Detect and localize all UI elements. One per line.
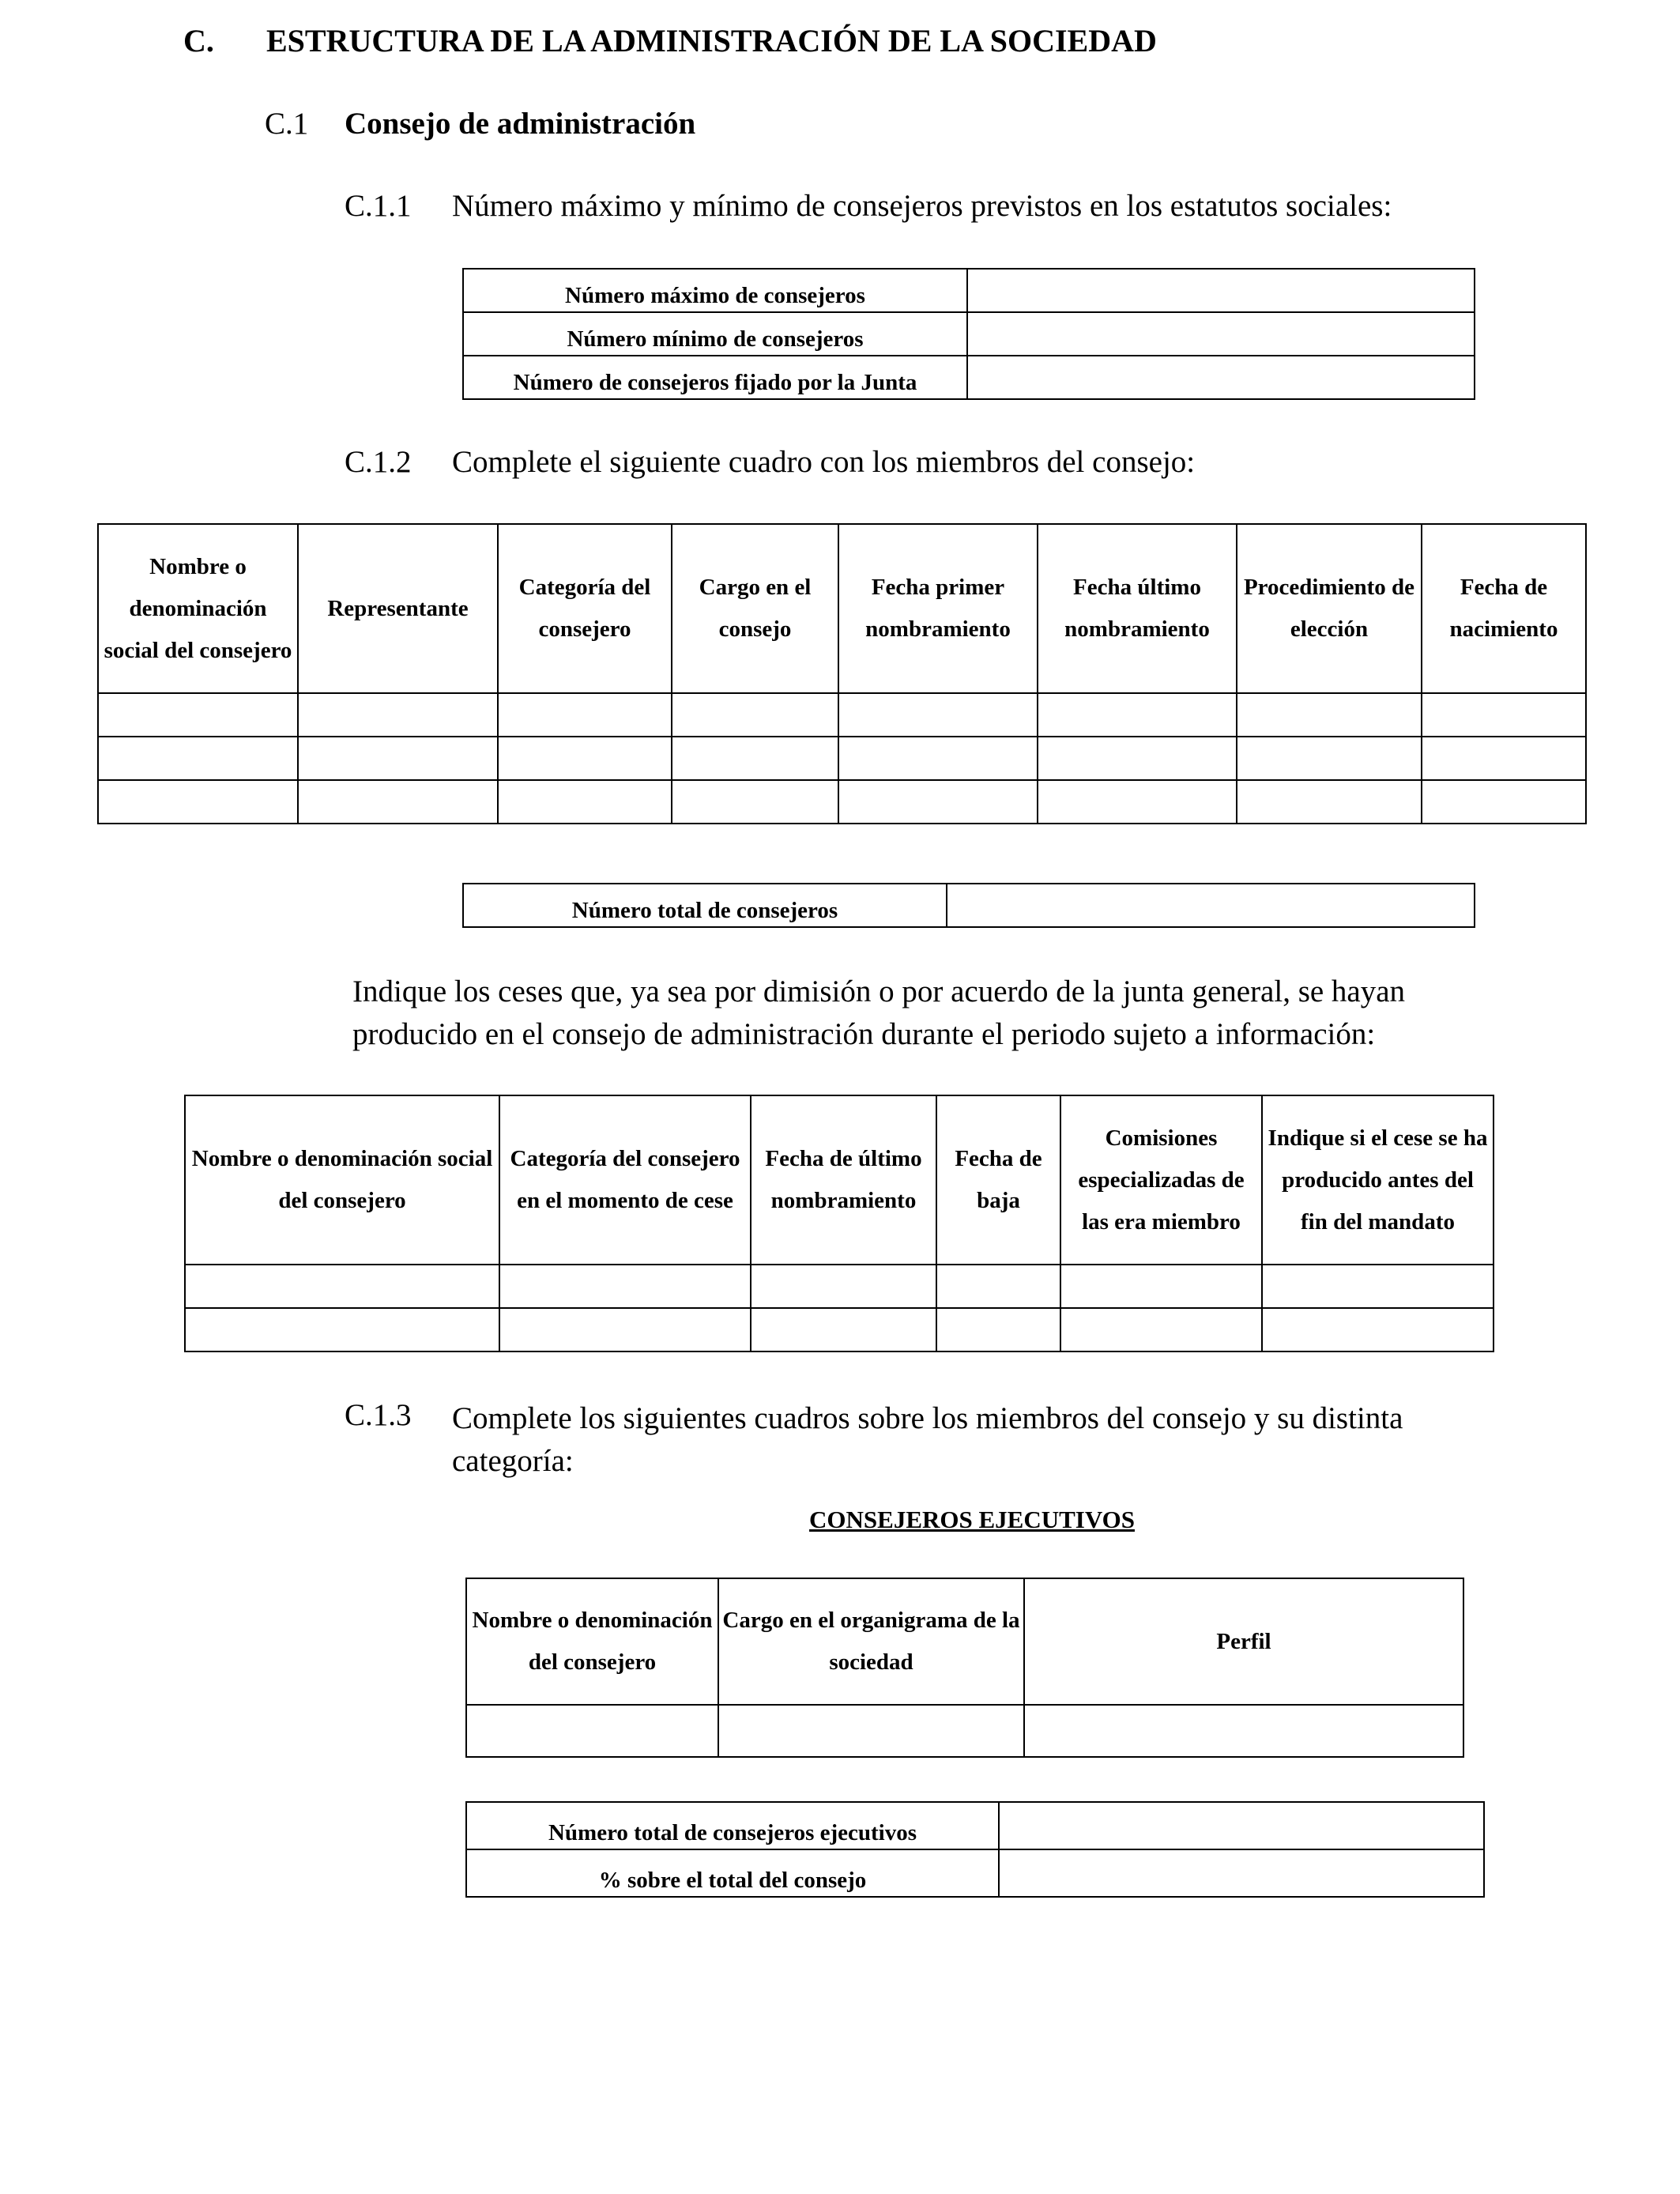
column-header: Fecha primer nombramiento	[838, 524, 1038, 693]
column-header: Cargo en el organigrama de la sociedad	[718, 1578, 1024, 1705]
table-header-row	[185, 1095, 1494, 1265]
table-cell[interactable]	[1024, 1705, 1463, 1757]
c11-value-cell[interactable]	[967, 269, 1475, 312]
table-cell[interactable]	[936, 1265, 1060, 1308]
table-cell[interactable]	[1422, 693, 1586, 737]
table-cell[interactable]	[1422, 737, 1586, 780]
table-cell[interactable]	[185, 1308, 499, 1351]
summary-value-cell[interactable]	[999, 1802, 1484, 1849]
table-cell[interactable]	[838, 780, 1038, 824]
table-cell[interactable]	[1237, 780, 1422, 824]
ceses-paragraph: Indique los ceses que, ya sea por dimisión o por acuerdo de la junta general, se hayan producido en el consejo de administración durante el periodo sujeto a información:	[352, 974, 1406, 1051]
table-cell[interactable]	[1038, 737, 1237, 780]
table-row	[463, 269, 1475, 312]
column-header: Cargo en el consejo	[672, 524, 838, 693]
table-cell[interactable]	[1237, 737, 1422, 780]
table-row	[463, 884, 1475, 927]
table-cell[interactable]	[498, 693, 672, 737]
table-cell[interactable]	[1262, 1308, 1494, 1351]
table-cell[interactable]	[1237, 693, 1422, 737]
table-cell[interactable]	[1038, 693, 1237, 737]
table-row	[466, 1802, 1484, 1849]
table-cell[interactable]	[672, 737, 838, 780]
column-header: Procedimiento de elección	[1237, 524, 1422, 693]
column-header: Fecha de nacimiento	[1422, 524, 1586, 693]
table-cell[interactable]	[751, 1265, 936, 1308]
c11-row-label: Número máximo de consejeros	[463, 269, 967, 312]
executive-directors-table	[465, 1578, 1464, 1758]
table-cell[interactable]	[1060, 1308, 1262, 1351]
table-row	[466, 1705, 1463, 1757]
table-cell[interactable]	[298, 780, 498, 824]
table-row	[98, 693, 1586, 737]
table-cell[interactable]	[672, 693, 838, 737]
table-cell[interactable]	[838, 737, 1038, 780]
c11-row-label: Número de consejeros fijado por la Junta	[463, 356, 967, 399]
c1-title: Consejo de administración	[345, 107, 696, 141]
table-header-row	[466, 1578, 1463, 1705]
c11-row-label: Número mínimo de consejeros	[463, 312, 967, 356]
column-header: Nombre o denominación del consejero	[466, 1578, 718, 1705]
column-header: Comisiones especializadas de las era miembro	[1060, 1095, 1262, 1265]
c1-number: C.1	[265, 107, 309, 141]
c12-members-table	[97, 523, 1587, 824]
executive-summary-table	[465, 1801, 1485, 1898]
table-cell[interactable]	[298, 737, 498, 780]
c12-text: Complete el siguiente cuadro con los miembros del consejo:	[452, 445, 1196, 479]
column-header: Fecha de último nombramiento	[751, 1095, 936, 1265]
table-row	[98, 780, 1586, 824]
c11-value-cell[interactable]	[967, 356, 1475, 399]
table-cell[interactable]	[1422, 780, 1586, 824]
table-cell[interactable]	[98, 780, 298, 824]
table-cell[interactable]	[718, 1705, 1024, 1757]
executive-directors-title: CONSEJEROS EJECUTIVOS	[809, 1506, 1135, 1533]
column-header: Categoría del consejero en el momento de cese	[499, 1095, 751, 1265]
table-row	[185, 1265, 1494, 1308]
column-header: Fecha último nombramiento	[1038, 524, 1237, 693]
summary-row-label: % sobre el total del consejo	[466, 1849, 999, 1897]
ceses-table	[184, 1095, 1494, 1352]
table-cell[interactable]	[98, 737, 298, 780]
c11-number: C.1.1	[345, 189, 412, 223]
table-row	[463, 356, 1475, 399]
c12-total-table	[462, 883, 1475, 928]
table-cell[interactable]	[499, 1265, 751, 1308]
table-row	[98, 737, 1586, 780]
column-header: Nombre o denominación social del consejero	[185, 1095, 499, 1265]
section-number: C.	[183, 23, 214, 58]
table-cell[interactable]	[185, 1265, 499, 1308]
table-cell[interactable]	[1262, 1265, 1494, 1308]
c11-table	[462, 268, 1475, 400]
table-cell[interactable]	[499, 1308, 751, 1351]
column-header: Nombre o denominación social del consejero	[98, 524, 298, 693]
table-cell[interactable]	[672, 780, 838, 824]
c11-text: Número máximo y mínimo de consejeros previstos en los estatutos sociales:	[452, 189, 1392, 223]
table-cell[interactable]	[838, 693, 1038, 737]
table-row	[185, 1308, 1494, 1351]
column-header: Perfil	[1024, 1578, 1463, 1705]
column-header: Categoría del consejero	[498, 524, 672, 693]
table-cell[interactable]	[298, 693, 498, 737]
column-header: Representante	[298, 524, 498, 693]
c12-number: C.1.2	[345, 445, 412, 479]
table-cell[interactable]	[466, 1705, 718, 1757]
table-header-row	[98, 524, 1586, 693]
c12-total-label: Número total de consejeros	[463, 884, 947, 927]
table-cell[interactable]	[98, 693, 298, 737]
c12-total-value-cell[interactable]	[947, 884, 1475, 927]
table-cell[interactable]	[751, 1308, 936, 1351]
column-header: Fecha de baja	[936, 1095, 1060, 1265]
column-header: Indique si el cese se ha producido antes del fin del mandato	[1262, 1095, 1494, 1265]
table-cell[interactable]	[1060, 1265, 1262, 1308]
section-title: ESTRUCTURA DE LA ADMINISTRACIÓN DE LA SOCIEDAD	[266, 23, 1157, 58]
c11-value-cell[interactable]	[967, 312, 1475, 356]
table-cell[interactable]	[1038, 780, 1237, 824]
table-cell[interactable]	[936, 1308, 1060, 1351]
c13-number: C.1.3	[345, 1398, 412, 1432]
table-cell[interactable]	[498, 780, 672, 824]
table-cell[interactable]	[498, 737, 672, 780]
summary-value-cell[interactable]	[999, 1849, 1484, 1897]
table-row	[466, 1849, 1484, 1897]
summary-row-label: Número total de consejeros ejecutivos	[466, 1802, 999, 1849]
c13-text: Complete los siguientes cuadros sobre los miembros del consejo y su distinta categoría:	[452, 1401, 1403, 1478]
table-row	[463, 312, 1475, 356]
